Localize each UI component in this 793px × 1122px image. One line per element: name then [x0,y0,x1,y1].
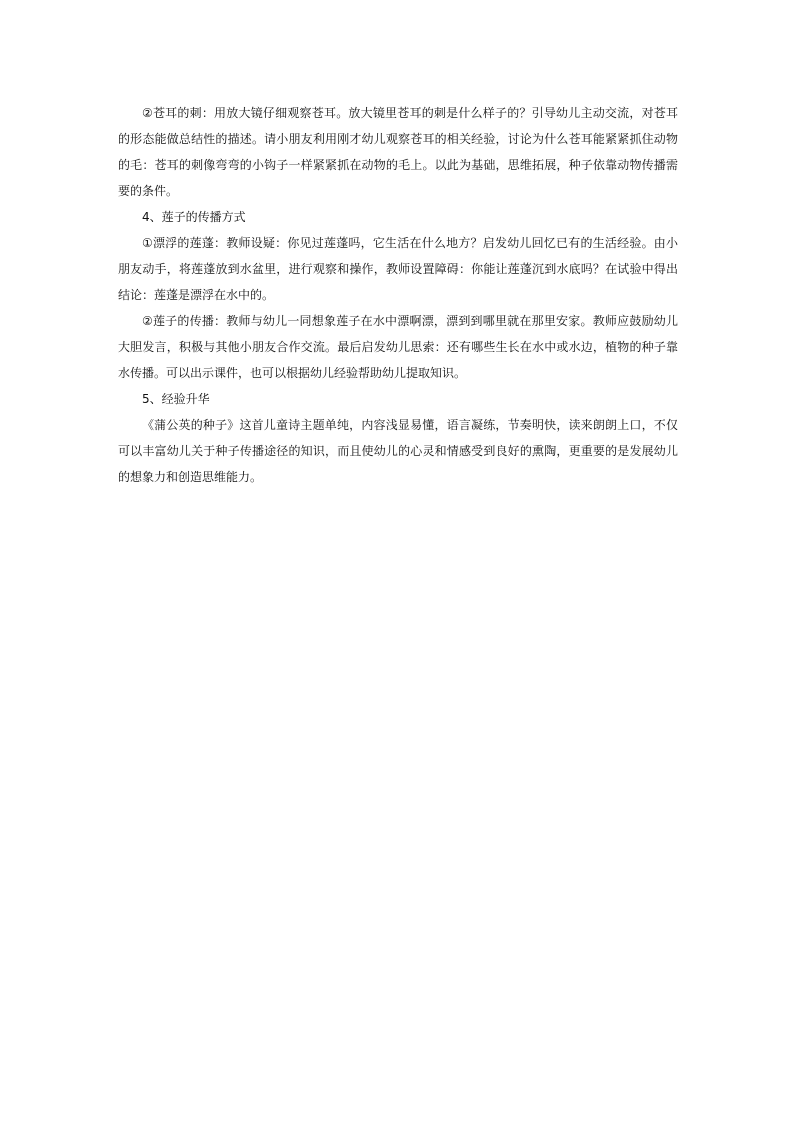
paragraph-floating-lotus-pod: ①漂浮的莲蓬：教师设疑：你见过莲蓬吗，它生活在什么地方？启发幼儿回忆已有的生活经验。由小朋友动手，将莲蓬放到水盆里，进行观察和操作，教师设置障碍：你能让莲蓬沉到水底吗？在试验中得出结论：莲蓬是漂浮在水中的。 [118,236,678,302]
paragraph-dandelion-poem: 《蒲公英的种子》这首儿童诗主题单纯，内容浅显易懂，语言凝练，节奏明快，读来朗朗上口，不仅可以丰富幼儿关于种子传播途径的知识，而且使幼儿的心灵和情感受到良好的熏陶，更重要的是发展幼儿的想象力和创造思维能力。 [118,418,678,484]
section-heading-lotus-seed-dispersal: 4、莲子的传播方式 [142,210,246,224]
paragraph-cocklebur-spines: ②苍耳的刺：用放大镜仔细观察苍耳。放大镜里苍耳的刺是什么样子的？引导幼儿主动交流，对苍耳的形态能做总结性的描述。请小朋友利用刚才幼儿观察苍耳的相关经验，讨论为什么苍耳能紧紧抓住动物的毛：苍耳的刺像弯弯的小钩子一样紧紧抓在动物的毛上。以此为基础，思维拓展，种子依靠动物传播需要的条件。 [118,106,678,198]
section-heading-experience-sublimation: 5、经验升华 [142,392,210,406]
document-body [118,100,678,490]
paragraph-lotus-seed-dispersal: ②莲子的传播：教师与幼儿一同想象莲子在水中漂啊漂，漂到到哪里就在那里安家。教师应鼓励幼儿大胆发言，积极与其他小朋友合作交流。最后启发幼儿思索：还有哪些生长在水中或水边，植物的种子靠水传播。可以出示课件，也可以根据幼儿经验帮助幼儿提取知识。 [118,314,678,380]
